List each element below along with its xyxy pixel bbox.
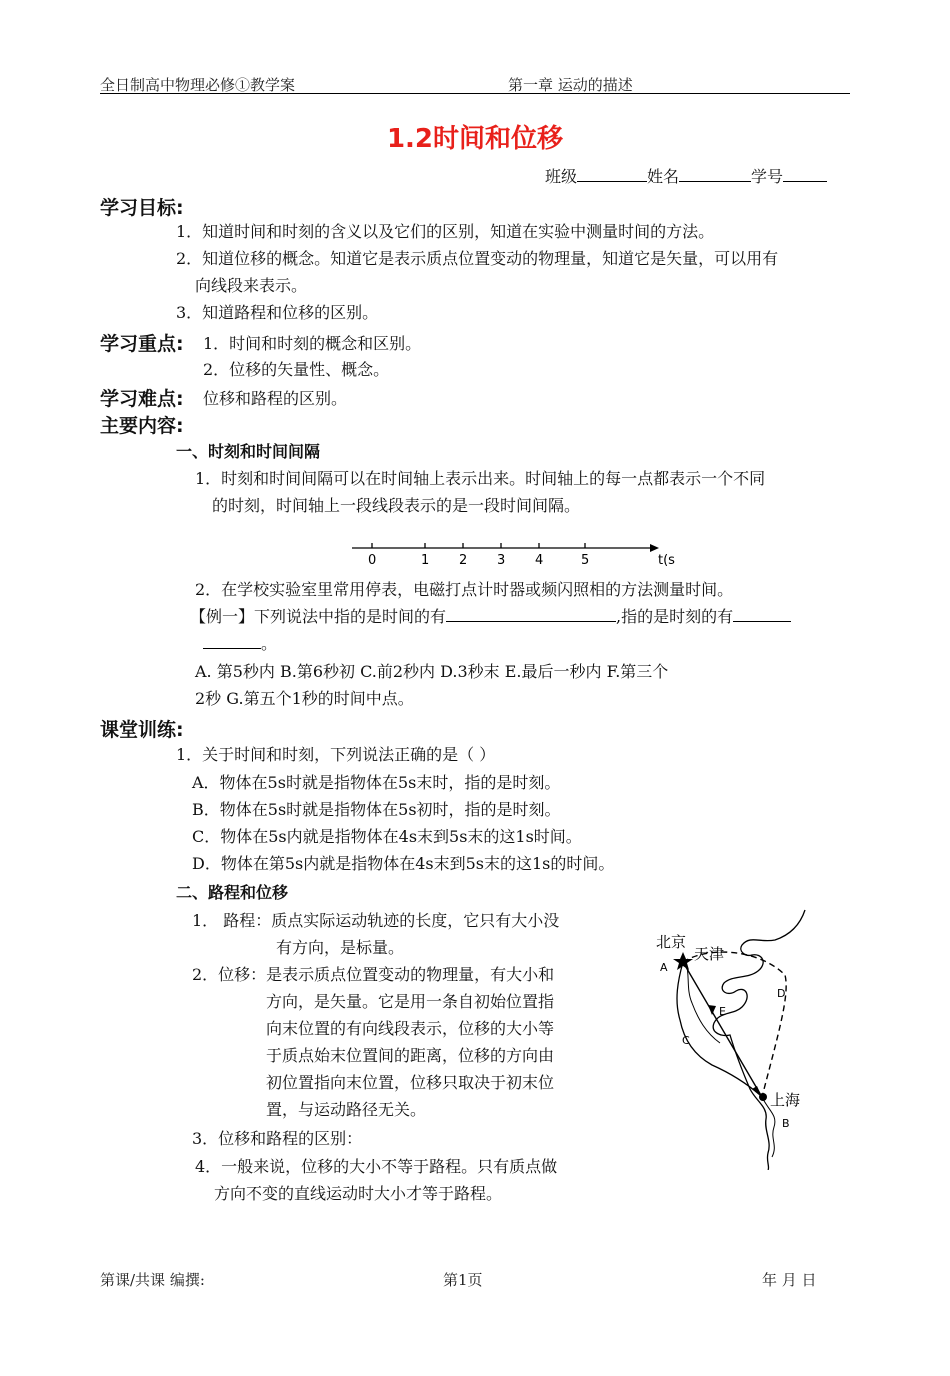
section2-line: 有方向，是标量。	[276, 938, 405, 957]
example-text: 【例一】下列说法中指的是时间的有	[190, 607, 447, 626]
goal-item: 1．知道时间和时刻的含义以及它们的区别，知道在实验中测量时间的方法。	[176, 222, 715, 241]
axis-tick-label: 4	[535, 553, 544, 568]
example-line	[190, 604, 791, 630]
number-blank[interactable]	[783, 165, 827, 182]
training-question: 1．关于时间和时刻，下列说法正确的是（ ）	[176, 745, 496, 764]
point-c-label: C	[682, 1034, 690, 1047]
time-axis-unit: t(s	[658, 553, 675, 568]
training-option: B．物体在5s时就是指物体在5s初时，指的是时刻。	[192, 800, 561, 819]
section2-line: 方向不变的直线运动时大小才等于路程。	[214, 1184, 503, 1203]
axis-tick-label: 1	[421, 553, 430, 568]
key-points-heading: 学习重点:	[100, 333, 184, 355]
key-point-item: 2．位移的矢量性、概念。	[203, 360, 390, 379]
example-line	[203, 631, 277, 657]
name-label: 姓名	[647, 167, 680, 186]
shanghai-dot	[759, 1093, 767, 1101]
coastline	[713, 910, 805, 1170]
point-a-label: A	[660, 961, 668, 974]
route-d	[683, 952, 786, 1097]
section1-title: 一、时刻和时间间隔	[176, 442, 321, 461]
main-content-heading: 主要内容:	[100, 415, 184, 437]
goal-item: 2．知道位移的概念。知道它是表示质点位置变动的物理量，知道它是矢量，可以用有	[176, 249, 779, 268]
goals-heading: 学习目标:	[100, 197, 184, 219]
route-map	[650, 905, 850, 1170]
section2-line: 方向，是矢量。它是用一条自初始位置指	[266, 992, 555, 1011]
moment-answer-blank[interactable]	[733, 605, 791, 622]
section2-line: 置，与运动路径无关。	[266, 1100, 427, 1119]
section2-line: 于质点始末位置间的距离，位移的方向由	[266, 1046, 555, 1065]
training-heading: 课堂训练:	[100, 719, 184, 741]
example-options: 2秒 G.第五个1秒的时间中点。	[195, 689, 414, 708]
route-e-marker	[708, 1005, 716, 1015]
tianjin-label: 天津	[694, 945, 725, 963]
difficulty-text: 位移和路程的区别。	[203, 389, 348, 408]
shanghai-label: 上海	[770, 1091, 801, 1109]
time-axis	[350, 522, 700, 572]
header-left: 全日制高中物理必修①教学案	[100, 76, 296, 94]
axis-tick-label: 3	[497, 553, 506, 568]
section2-line: 向末位置的有向线段表示，位移的大小等	[266, 1019, 555, 1038]
route-c	[677, 962, 760, 1095]
section2-line: 4．一般来说，位移的大小不等于路程。只有质点做	[195, 1157, 558, 1176]
point-d-label: D	[777, 987, 786, 1000]
section2-line: 3．位移和路程的区别：	[192, 1129, 363, 1148]
star-icon	[673, 952, 693, 970]
beijing-label: 北京	[656, 933, 687, 951]
key-point-item: 1．时间和时刻的概念和区别。	[203, 334, 422, 353]
point-b-label: B	[782, 1117, 790, 1130]
section2-line: 1． 路程：质点实际运动轨迹的长度，它只有大小没	[192, 911, 560, 930]
section1-paragraph: 1．时刻和时间间隔可以在时间轴上表示出来。时间轴上的每一点都表示一个不同	[195, 469, 766, 488]
training-option: A．物体在5s时就是指物体在5s末时，指的是时刻。	[192, 773, 561, 792]
axis-tick-label: 2	[459, 553, 468, 568]
footer-date: 年 月 日	[762, 1271, 817, 1289]
student-info	[545, 164, 827, 190]
time-answer-blank[interactable]	[446, 605, 616, 622]
number-label: 学号	[751, 167, 784, 186]
example-text: ,指的是时刻的有	[616, 607, 734, 626]
axis-tick-label: 0	[368, 553, 377, 568]
example-text: 。	[261, 634, 278, 653]
section2-line: 2．位移：是表示质点位置变动的物理量，有大小和	[192, 965, 555, 984]
example-options: A. 第5秒内 B.第6秒初 C.前2秒内 D.3秒末 E.最后一秒内 F.第三个	[195, 662, 669, 681]
point-e-label: E	[719, 1005, 726, 1018]
goal-item: 向线段来表示。	[195, 276, 308, 295]
class-blank[interactable]	[577, 165, 647, 182]
class-label: 班级	[545, 167, 578, 186]
training-option: D．物体在第5s内就是指物体在4s末到5s末的这1s的时间。	[192, 854, 615, 873]
header-right: 第一章 运动的描述	[508, 76, 633, 94]
section2-title: 二、路程和位移	[176, 883, 289, 902]
section2-line: 初位置指向末位置，位移只取决于初末位	[266, 1073, 555, 1092]
footer-page: 第1页	[443, 1271, 483, 1289]
header-rule	[100, 93, 850, 94]
axis-tick-label: 5	[581, 553, 590, 568]
section1-paragraph: 2．在学校实验室里常用停表，电磁打点计时器或频闪照相的方法测量时间。	[195, 580, 734, 599]
name-blank[interactable]	[679, 165, 751, 182]
training-option: C．物体在5s内就是指物体在4s末到5s末的这1s时间。	[192, 827, 582, 846]
footer-left: 第课/共课 编撰:	[100, 1271, 205, 1289]
difficulty-heading: 学习难点:	[100, 388, 184, 410]
goal-item: 3．知道路程和位移的区别。	[176, 303, 379, 322]
page-title: 1.2时间和位移	[386, 124, 564, 154]
displacement-arrow	[683, 962, 762, 1097]
moment-answer-blank-cont[interactable]	[203, 632, 261, 649]
section1-paragraph: 的时刻，时间轴上一段线段表示的是一段时间间隔。	[212, 496, 581, 515]
